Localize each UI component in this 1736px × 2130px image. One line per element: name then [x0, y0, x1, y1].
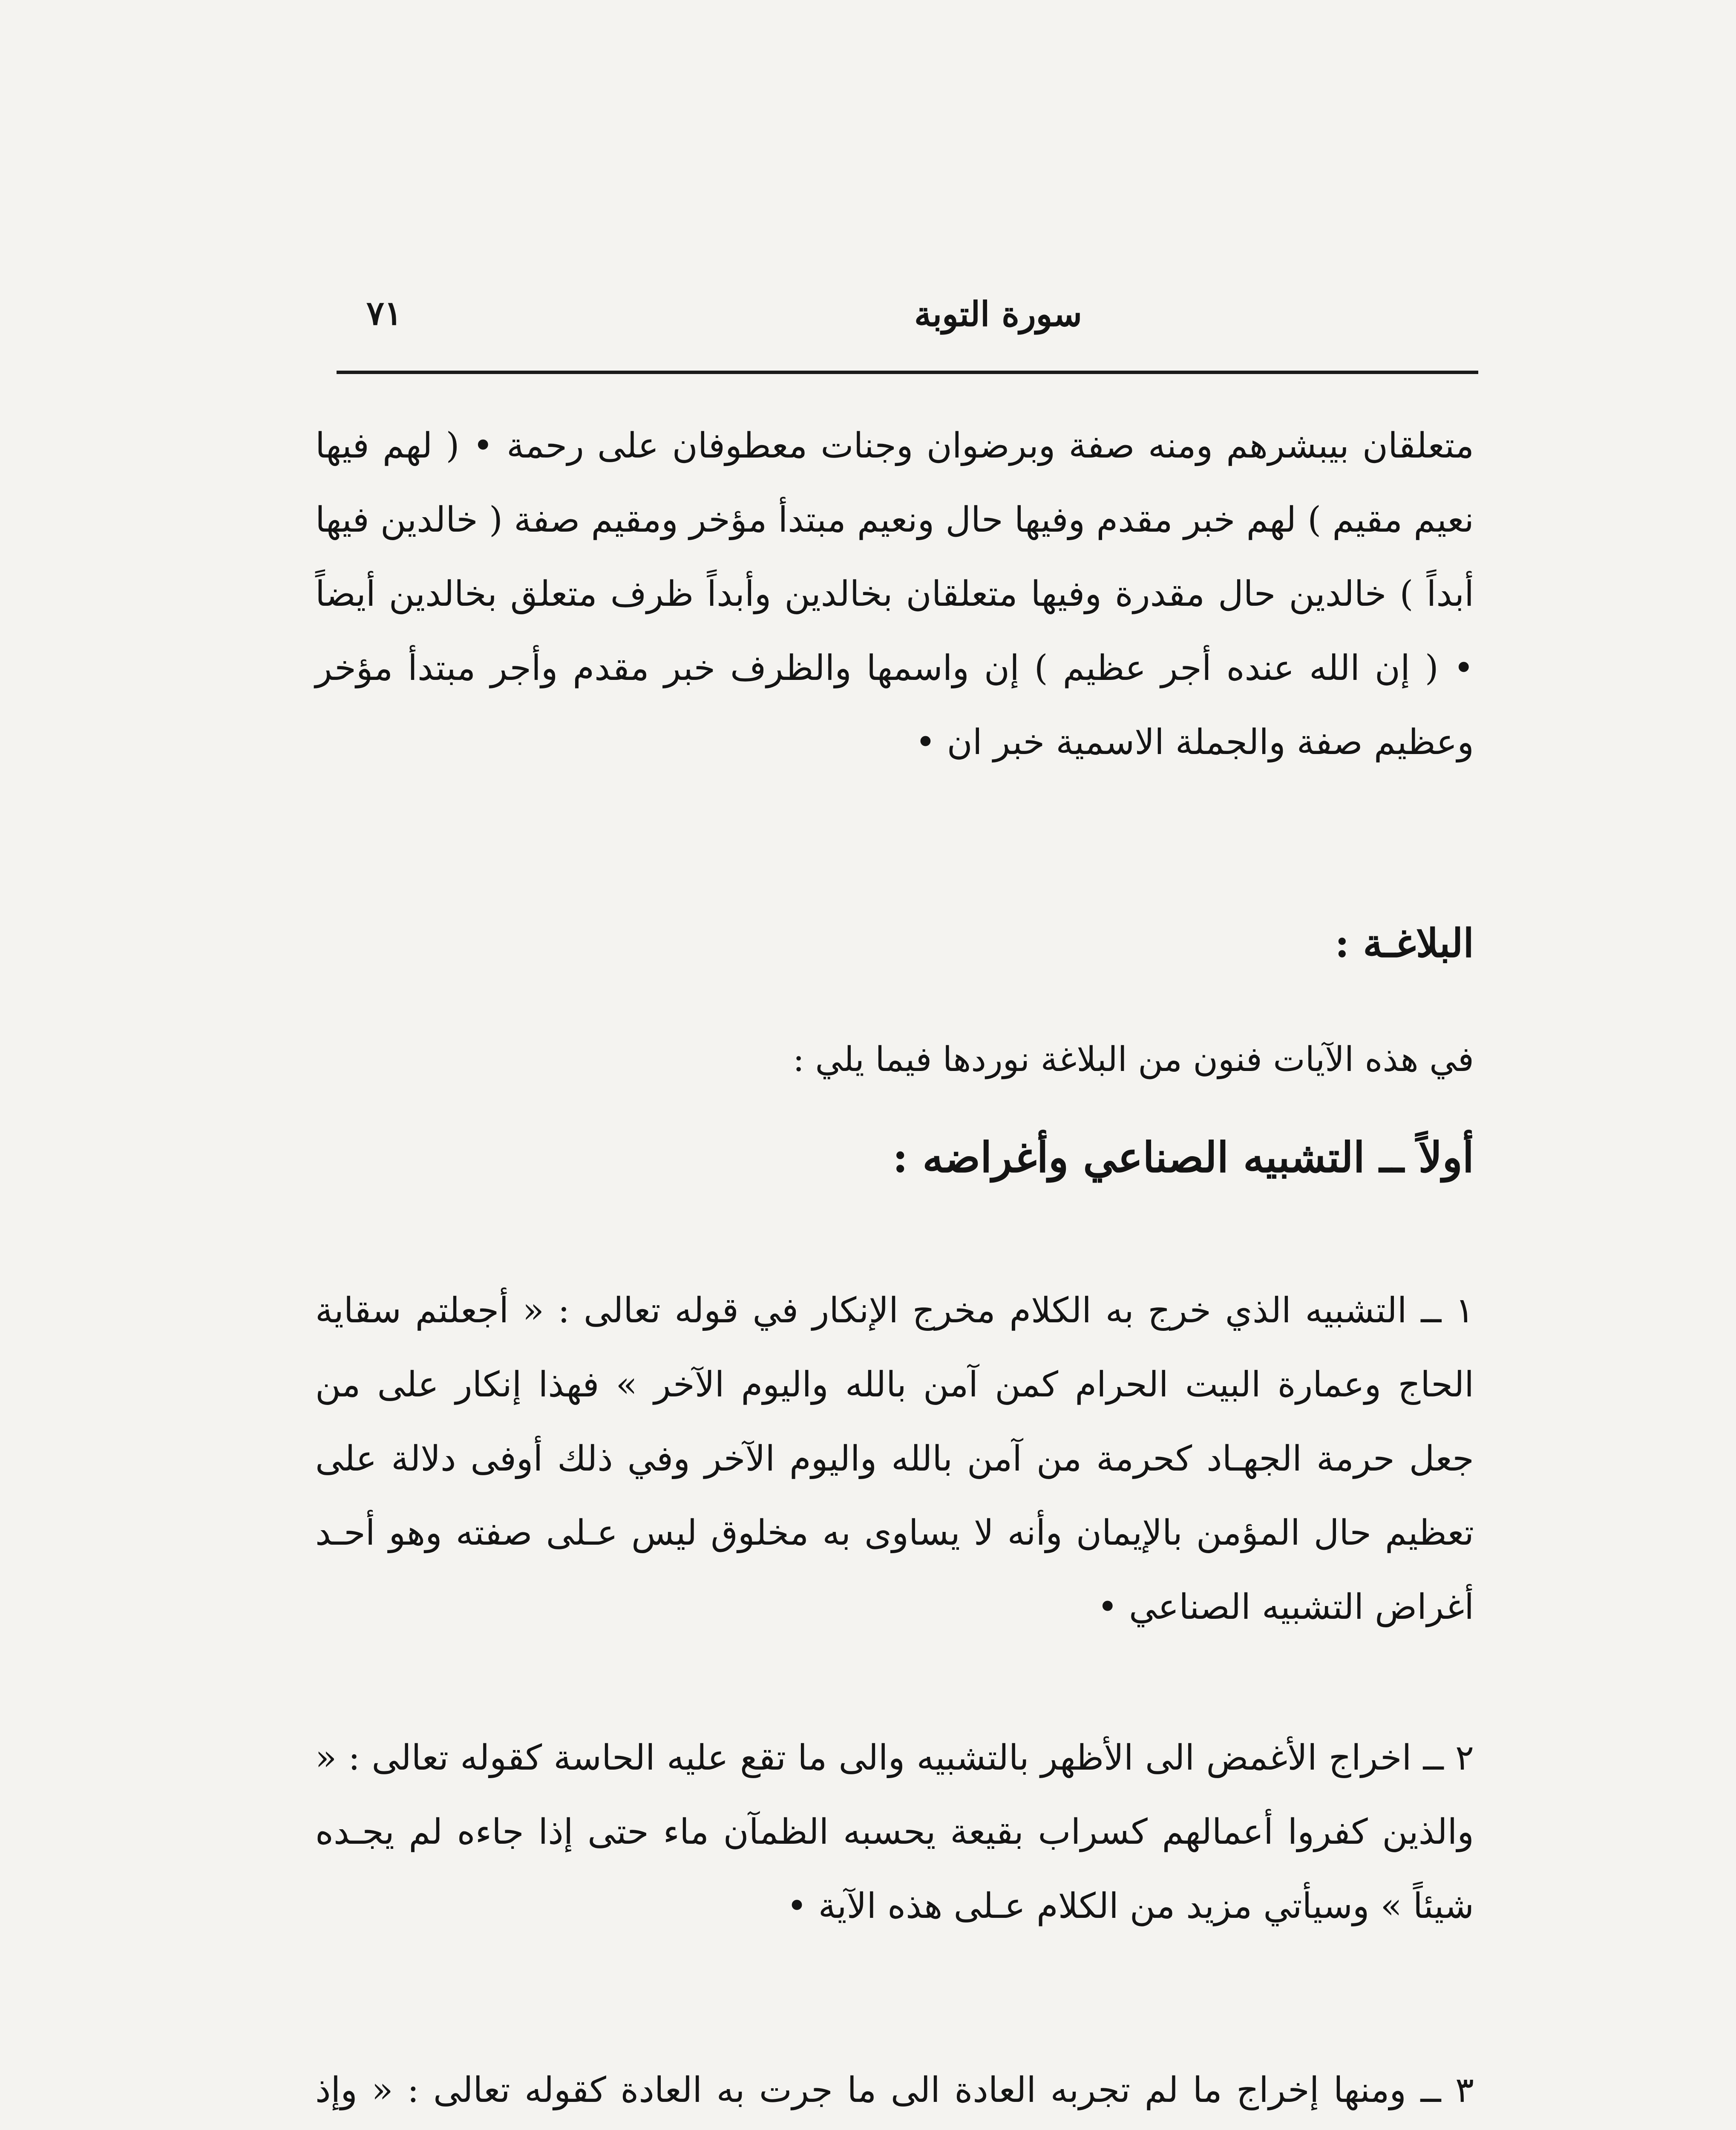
page-title: سورة التوبة	[914, 294, 1082, 334]
page-header	[341, 294, 1474, 354]
list-item-3: ٣ ــ ومنها إخراج ما لم تجربه العادة الى ما جرت به العادة كقوله تعالى : « وإذ	[315, 2070, 1474, 2110]
list-item-1: ١ ــ التشبيه الذي خرج به الكلام مخرج الإنكار في قوله تعالى : « أجعلتم سقاية الحاج وعمارة البيت الحرام كمن آمن بالله واليوم الآخر » فهذا إنكار على من جعل حرمة الجهـاد كحرمة من آمن بالله واليوم الآخر وفي ذلك أوفى دلالة على تعظيم حال المؤمن بالإيمان وأنه لا يساوى به مخلوق ليس عـلى صفته وهو أحـد أغراض التشبيه الصناعي •	[315, 1290, 1474, 1627]
section-intro: في هذه الآيات فنون من البلاغة نوردها فيما يلي :	[793, 1039, 1474, 1079]
paragraph-irab: متعلقان بيبشرهم ومنه صفة وبرضوان وجنات معطوفان على رحمة • ( لهم فيها نعيم مقيم ) لهم خبر مقدم وفيها حال ونعيم مبتدأ مؤخر ومقيم صفة ( خالدين فيها أبداً ) خالدين حال مقدرة وفيها متعلقان بخالدين وأبداً ظرف متعلق بخالدين أيضاً • ( إن الله عنده أجر عظيم ) إن واسمها والظرف خبر مقدم وأجر مبتدأ مؤخر وعظيم صفة والجملة الاسمية خبر ان •	[315, 426, 1474, 763]
subheading-tashbih: أولاً ــ التشبيه الصناعي وأغراضه :	[892, 1133, 1474, 1182]
page-number: ٧١	[366, 294, 402, 333]
list-item-2: ٢ ــ اخراج الأغمض الى الأظهر بالتشبيه والى ما تقع عليه الحاسة كقوله تعالى : « والذين كفروا أعمالهم كسراب بقيعة يحسبه الظمآن ماء حتى إذا جاءه لم يجـده شيئاً » وسيأتي مزيد من الكلام عـلى هذه الآية •	[315, 1738, 1474, 1926]
header-divider	[337, 371, 1478, 374]
section-heading-balagha: البلاغـة :	[1335, 920, 1474, 966]
